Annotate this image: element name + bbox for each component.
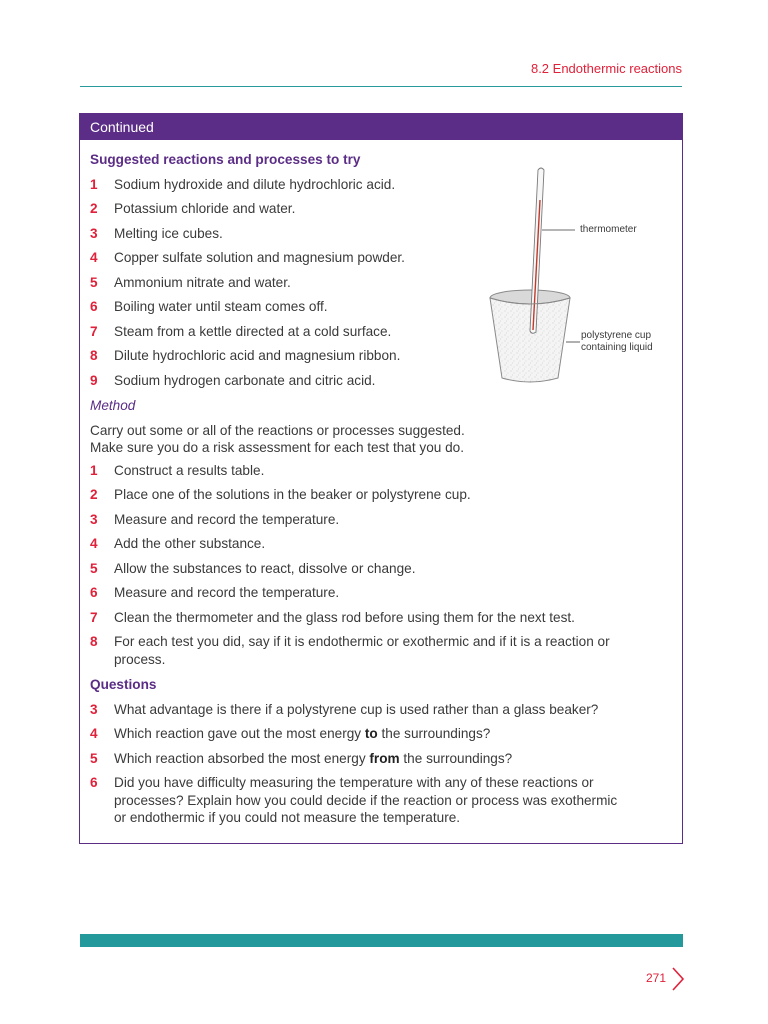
- item-text: Measure and record the temperature.: [114, 585, 340, 600]
- thermometer-cup-illustration: [480, 160, 680, 390]
- box-header: Continued: [80, 114, 682, 140]
- list-item: [90, 369, 510, 394]
- item-number: 5: [90, 750, 98, 766]
- item-number: 4: [90, 250, 98, 265]
- list-item: [90, 459, 672, 484]
- item-number: 5: [90, 274, 98, 290]
- list-item: [90, 483, 672, 508]
- list-item: [90, 581, 672, 606]
- list-item: [90, 295, 510, 320]
- item-text: Steam from a kettle directed at a cold surface.: [114, 323, 392, 339]
- top-rule: [80, 86, 682, 87]
- question-text: Which reaction gave out the most energy: [114, 726, 365, 741]
- reactions-list: [90, 173, 510, 394]
- item-text: Dilute hydrochloric acid and magnesium ribbon.: [114, 348, 401, 363]
- list-item: [90, 271, 510, 296]
- list-item: [90, 246, 510, 271]
- item-number: 4: [90, 726, 98, 741]
- list-item: [90, 508, 672, 533]
- apparatus-figure: [480, 160, 680, 390]
- item-number: 1: [90, 176, 98, 192]
- section-heading: 8.2 Endothermic reactions: [530, 61, 682, 76]
- item-text: For each test you did, say if it is endothermic or exothermic and if it is a reaction or process.: [114, 634, 610, 667]
- cup-label-line: polystyrene cup: [581, 330, 652, 341]
- list-item: [90, 532, 672, 557]
- item-number: 2: [90, 201, 98, 216]
- question-text: the surroundings?: [399, 750, 513, 766]
- item-number: 7: [90, 609, 98, 625]
- thermometer-label: thermometer: [580, 224, 637, 235]
- item-text: Sodium hydrogen carbonate and citric acid.: [114, 372, 376, 388]
- item-number: 9: [90, 372, 98, 388]
- item-text: Sodium hydroxide and dilute hydrochloric acid.: [114, 176, 396, 192]
- method-intro-line: Carry out some or all of the reactions or processes suggested.: [90, 422, 465, 438]
- item-text: Clean the thermometer and the glass rod before using them for the next test.: [114, 609, 575, 625]
- item-text: Melting ice cubes.: [114, 225, 223, 241]
- list-item: [90, 606, 672, 631]
- item-number: 6: [90, 299, 98, 314]
- page-number: 271: [645, 971, 666, 985]
- item-text: [114, 722, 672, 747]
- emphasis-text: from: [369, 750, 400, 766]
- list-item: [90, 630, 630, 671]
- item-text: Copper sulfate solution and magnesium powder.: [114, 250, 405, 265]
- list-item: [90, 771, 630, 830]
- emphasis-text: to: [364, 726, 378, 741]
- list-item: [90, 173, 510, 198]
- item-text: Construct a results table.: [114, 462, 265, 478]
- cup-label-line: containing liquid: [581, 342, 653, 353]
- list-item: [90, 320, 510, 345]
- item-text: Potassium chloride and water.: [114, 201, 296, 216]
- item-text: Measure and record the temperature.: [114, 511, 340, 527]
- questions-heading: Questions: [90, 677, 157, 692]
- item-number: 3: [90, 225, 98, 241]
- list-item: [90, 197, 510, 222]
- item-number: 3: [90, 701, 98, 717]
- item-text: What advantage is there if a polystyrene cup is used rather than a glass beaker?: [114, 701, 599, 717]
- item-text: Allow the substances to react, dissolve or change.: [114, 560, 416, 576]
- list-item: [90, 722, 672, 747]
- method-intro-line: Make sure you do a risk assessment for each test that you do.: [90, 440, 465, 455]
- item-text: Ammonium nitrate and water.: [114, 274, 291, 290]
- question-text: Which reaction absorbed the most energy: [114, 750, 370, 766]
- method-steps: [90, 459, 672, 672]
- question-text: the surroundings?: [377, 726, 491, 741]
- questions-list: [90, 698, 672, 830]
- list-item: [90, 222, 510, 247]
- item-text: Did you have difficulty measuring the temperature with any of these reactions or processes? Explain how you could decide if the reaction or process was exothermic or endothermic if you could not measure the temperature.: [114, 775, 618, 825]
- item-text: Place one of the solutions in the beaker or polystyrene cup.: [114, 487, 471, 502]
- polystyrene-cup: [490, 298, 570, 382]
- item-number: 8: [90, 634, 98, 649]
- item-number: 6: [90, 775, 98, 790]
- item-text: Add the other substance.: [114, 536, 266, 551]
- list-item: [90, 698, 672, 723]
- list-item: [90, 747, 672, 772]
- suggested-heading: Suggested reactions and processes to try: [90, 152, 361, 167]
- bottom-bar: [80, 934, 683, 947]
- item-number: 4: [90, 536, 98, 551]
- item-number: 2: [90, 487, 98, 502]
- item-number: 5: [90, 560, 98, 576]
- method-intro: [90, 419, 672, 459]
- method-heading: Method: [90, 398, 136, 413]
- item-number: 7: [90, 323, 98, 339]
- item-number: 1: [90, 462, 98, 478]
- list-item: [90, 557, 672, 582]
- item-number: 8: [90, 348, 98, 363]
- next-page-arrow-icon[interactable]: [670, 966, 686, 992]
- list-item: [90, 344, 510, 369]
- item-text: Boiling water until steam comes off.: [114, 299, 328, 314]
- item-text: [114, 747, 672, 772]
- item-number: 6: [90, 585, 98, 600]
- item-number: 3: [90, 511, 98, 527]
- cup-label: [581, 330, 653, 354]
